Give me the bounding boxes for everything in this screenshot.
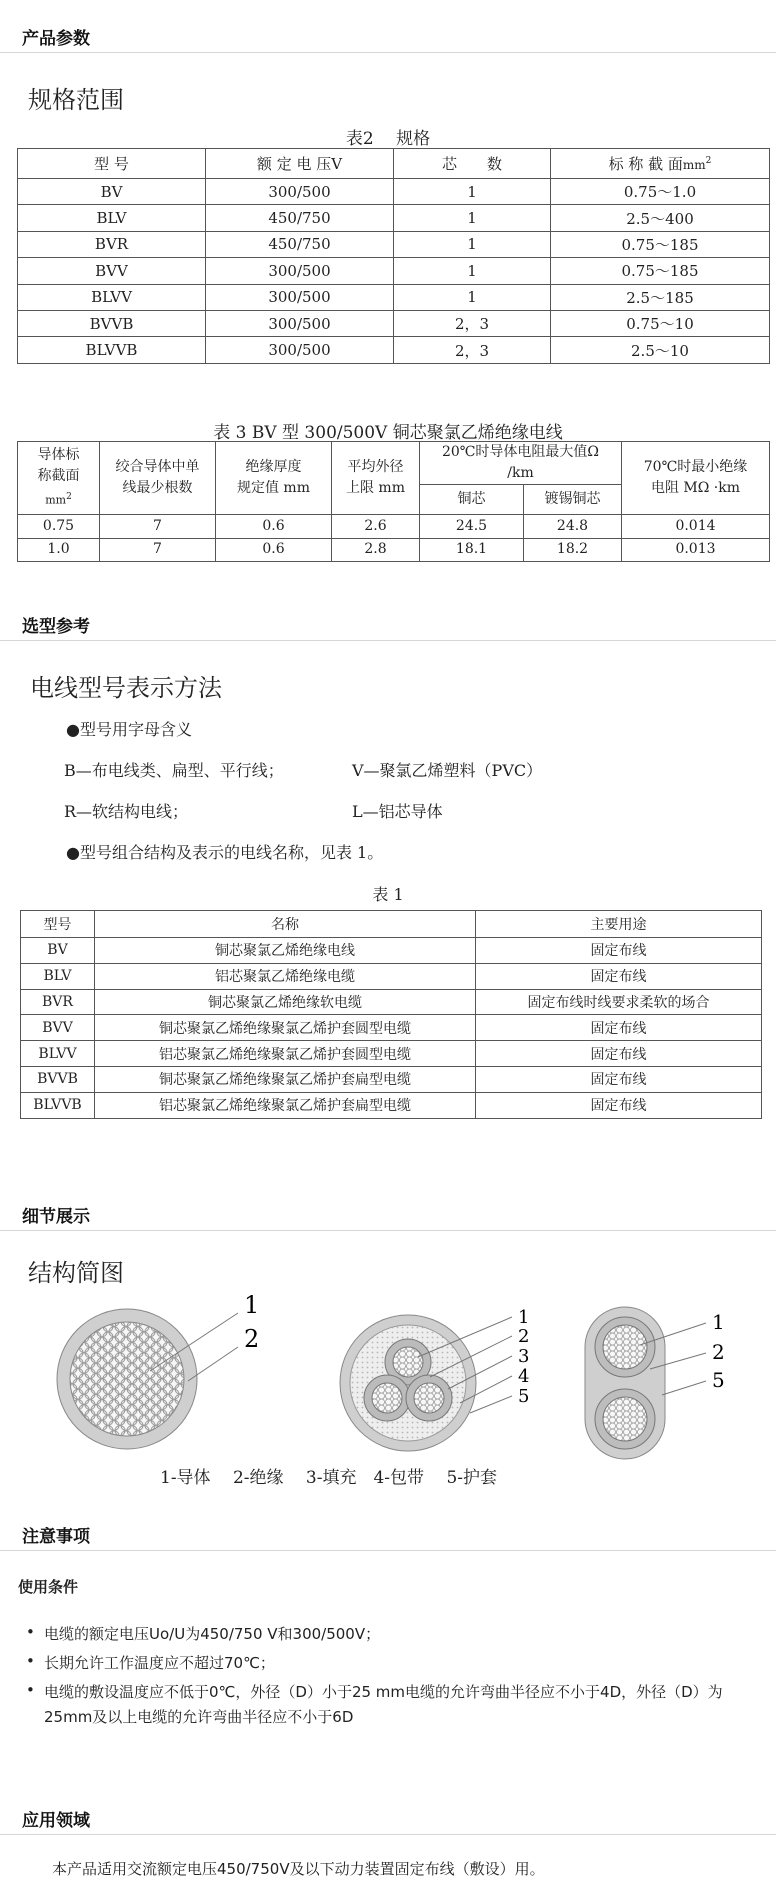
table3-cell: 7: [100, 538, 216, 562]
table2-cell: BLVVB: [18, 337, 206, 363]
table1-cell: 固定布线: [476, 938, 762, 964]
diagram3-label-2: 2: [712, 1340, 725, 1364]
table2-cell: BVR: [18, 231, 206, 257]
table3-cell: 0.014: [622, 515, 770, 539]
table3-header-copper: 铜芯: [420, 485, 524, 515]
table2-row: [18, 179, 770, 205]
table2-spec: [17, 148, 770, 364]
table1-cell: BLV: [21, 963, 95, 989]
table1-cell: 铜芯聚氯乙烯绝缘电线: [95, 938, 476, 964]
table3-row: [18, 515, 770, 539]
table3-cell: 0.013: [622, 538, 770, 562]
table2-cell: 450/750: [206, 205, 394, 231]
section-divider: [0, 52, 776, 53]
section-divider: [0, 1550, 776, 1551]
table2-cell: 0.75～1.0: [551, 179, 770, 205]
condition-item: 电缆的额定电压Uo/U为450/750 V和300/500V；: [44, 1625, 381, 1643]
table2-cell: 2.5～400: [551, 205, 770, 231]
def-l: L—铝芯导体: [352, 802, 443, 821]
section-title-params: 产品参数: [22, 29, 90, 49]
section-title-application: 应用领域: [22, 1811, 90, 1831]
table2-cell: 2，3: [394, 310, 551, 336]
table2-row: [18, 231, 770, 257]
table1-cell: BVVB: [21, 1066, 95, 1092]
table2-cell: 300/500: [206, 310, 394, 336]
table3-body: [18, 515, 770, 562]
table1-row: [21, 1066, 762, 1092]
table1-header: 主要用途: [476, 911, 762, 938]
def-v: V—聚氯乙烯塑料（PVC）: [352, 761, 543, 780]
table2-cell: BVVB: [18, 310, 206, 336]
section-divider: [0, 1230, 776, 1231]
structure-legend: 1-导体 2-绝缘 3-填充 4-包带 5-护套: [160, 1468, 498, 1488]
table2-body: [18, 179, 770, 364]
diagram3-label-1: 1: [712, 1310, 725, 1334]
table2-header: 额 定 电 压V: [206, 149, 394, 179]
table1-cell: 铜芯聚氯乙烯绝缘聚氯乙烯护套圆型电缆: [95, 1015, 476, 1041]
section-divider: [0, 1834, 776, 1835]
spec-range-title: 规格范围: [28, 86, 124, 114]
table2-cell: 1: [394, 231, 551, 257]
table2-cell: 1: [394, 258, 551, 284]
table2-cell: 2，3: [394, 337, 551, 363]
condition-item-cont: 25mm及以上电缆的允许弯曲半径应不小于6D: [44, 1708, 354, 1726]
condition-item: 电缆的敷设温度应不低于0℃，外径（D）小于25 mm电缆的允许弯曲半径应不小于4D，外径（D）为: [44, 1683, 723, 1701]
table1-cell: BLVVB: [21, 1092, 95, 1118]
table1-row: [21, 938, 762, 964]
table1-cell: BVR: [21, 989, 95, 1015]
table3-cell: 0.75: [18, 515, 100, 539]
cable-flat-two-core-drawing: [585, 1307, 706, 1459]
cable-three-core-drawing: [340, 1315, 512, 1451]
table2-header: 芯 数: [394, 149, 551, 179]
table3-header-cross-section: 导体标 称截面 $mm^2$: [18, 442, 100, 515]
table3-header-wires: 绞合导体中单 线最少根数: [100, 442, 216, 515]
table3-row: [18, 538, 770, 562]
section-title-notes: 注意事项: [22, 1527, 90, 1547]
table3-cell: 7: [100, 515, 216, 539]
table2-cell: BVV: [18, 258, 206, 284]
table3-cell: 2.8: [332, 538, 420, 562]
table2-cell: 300/500: [206, 258, 394, 284]
table1-cell: 固定布线: [476, 1041, 762, 1067]
table1-models: [20, 910, 762, 1119]
table3-cell: 1.0: [18, 538, 100, 562]
structure-title: 结构简图: [28, 1259, 124, 1287]
table1-cell: 固定布线: [476, 1015, 762, 1041]
table2-cell: 2.5～10: [551, 337, 770, 363]
table1-cell: BLVV: [21, 1041, 95, 1067]
table2-cell: BV: [18, 179, 206, 205]
model-notation-title: 电线型号表示方法: [30, 674, 222, 702]
table2-cell: 0.75～185: [551, 258, 770, 284]
table2-cell: 300/500: [206, 337, 394, 363]
diagram3-label-5: 5: [712, 1368, 725, 1392]
table2-cell: 0.75～185: [551, 231, 770, 257]
table1-cell: 固定布线: [476, 1092, 762, 1118]
table1-header: 型号: [21, 911, 95, 938]
bullet-combination: ●型号组合结构及表示的电线名称，见表 1。: [66, 843, 384, 862]
table1-cell: 固定布线: [476, 963, 762, 989]
table2-caption: 表2 规格: [345, 129, 431, 149]
table3-cell: 18.2: [524, 538, 622, 562]
table2-row: [18, 310, 770, 336]
table2-row: [18, 284, 770, 310]
table3-cell: 24.5: [420, 515, 524, 539]
cable-single-core-drawing: [57, 1309, 238, 1449]
diagram2-label-2: 2: [518, 1326, 530, 1347]
table3-header-tinned: 镀锡铜芯: [524, 485, 622, 515]
table1-cell: 铝芯聚氯乙烯绝缘电缆: [95, 963, 476, 989]
bullet-letter-meaning: ●型号用字母含义: [66, 720, 192, 739]
table1-row: [21, 1015, 762, 1041]
table2-cell: 300/500: [206, 179, 394, 205]
table3-header-outer-diameter: 平均外径 上限 mm: [332, 442, 420, 515]
table1-header: 名称: [95, 911, 476, 938]
table3-cell: 24.8: [524, 515, 622, 539]
condition-bullet: •: [26, 1681, 35, 1699]
table3-header-resistance: 20℃时导体电阻最大值Ω /km: [420, 442, 622, 485]
table3-bv: [17, 441, 770, 562]
diagram1-label-2: 2: [244, 1325, 260, 1353]
table1-cell: 铜芯聚氯乙烯绝缘聚氯乙烯护套扁型电缆: [95, 1066, 476, 1092]
table1-caption: 表 1: [372, 885, 404, 904]
table2-cell: 300/500: [206, 284, 394, 310]
diagram2-label-3: 3: [518, 1346, 530, 1367]
table1-body: [21, 938, 762, 1119]
def-r: R—软结构电线；: [64, 802, 189, 821]
table2-cell: BLV: [18, 205, 206, 231]
table3-header-thickness: 绝缘厚度 规定值 mm: [216, 442, 332, 515]
table1-row: [21, 1041, 762, 1067]
table2-row: [18, 337, 770, 363]
section-title-selection: 选型参考: [22, 617, 90, 637]
diagram2-label-5: 5: [518, 1386, 530, 1407]
table3-cell: 0.6: [216, 538, 332, 562]
table2-cell: 1: [394, 284, 551, 310]
condition-item: 长期允许工作温度应不超过70℃；: [44, 1654, 275, 1672]
table2-header: 型 号: [18, 149, 206, 179]
table3-cell: 0.6: [216, 515, 332, 539]
application-text: 本产品适用交流额定电压450/750V及以下动力装置固定布线（敷设）用。: [52, 1860, 545, 1878]
diagram1-label-1: 1: [244, 1291, 260, 1319]
table1-cell: 铜芯聚氯乙烯绝缘软电缆: [95, 989, 476, 1015]
section-divider: [0, 640, 776, 641]
table2-row: [18, 258, 770, 284]
table3-caption: 表 3 BV 型 300/500V 铜芯聚氯乙烯绝缘电线: [213, 423, 563, 443]
condition-bullet: •: [26, 1652, 35, 1670]
diagram2-label-1: 1: [518, 1307, 530, 1328]
table1-row: [21, 963, 762, 989]
section-title-detail: 细节展示: [22, 1207, 90, 1227]
table3-cell: 18.1: [420, 538, 524, 562]
condition-bullet: •: [26, 1623, 35, 1641]
table2-cell: BLVV: [18, 284, 206, 310]
table2-cell: 1: [394, 205, 551, 231]
table1-cell: 铝芯聚氯乙烯绝缘聚氯乙烯护套圆型电缆: [95, 1041, 476, 1067]
table1-row: [21, 1092, 762, 1118]
table1-row: [21, 989, 762, 1015]
table2-header: 标 称 截 面$mm^2$: [551, 149, 770, 179]
table2-row: [18, 205, 770, 231]
conditions-title: 使用条件: [18, 1578, 79, 1596]
table2-cell: 0.75～10: [551, 310, 770, 336]
table3-header-insulation-resistance: 70℃时最小绝缘 电阻 MΩ ·km: [622, 442, 770, 515]
table2-cell: 2.5～185: [551, 284, 770, 310]
table2-cell: 450/750: [206, 231, 394, 257]
table1-cell: BV: [21, 938, 95, 964]
table3-cell: 2.6: [332, 515, 420, 539]
table1-cell: 固定布线时线要求柔软的场合: [476, 989, 762, 1015]
table1-cell: 固定布线: [476, 1066, 762, 1092]
def-b: B—布电线类、扁型、平行线；: [64, 761, 284, 780]
table2-cell: 1: [394, 179, 551, 205]
table1-cell: BVV: [21, 1015, 95, 1041]
table1-cell: 铝芯聚氯乙烯绝缘聚氯乙烯护套扁型电缆: [95, 1092, 476, 1118]
diagram2-label-4: 4: [518, 1366, 530, 1387]
